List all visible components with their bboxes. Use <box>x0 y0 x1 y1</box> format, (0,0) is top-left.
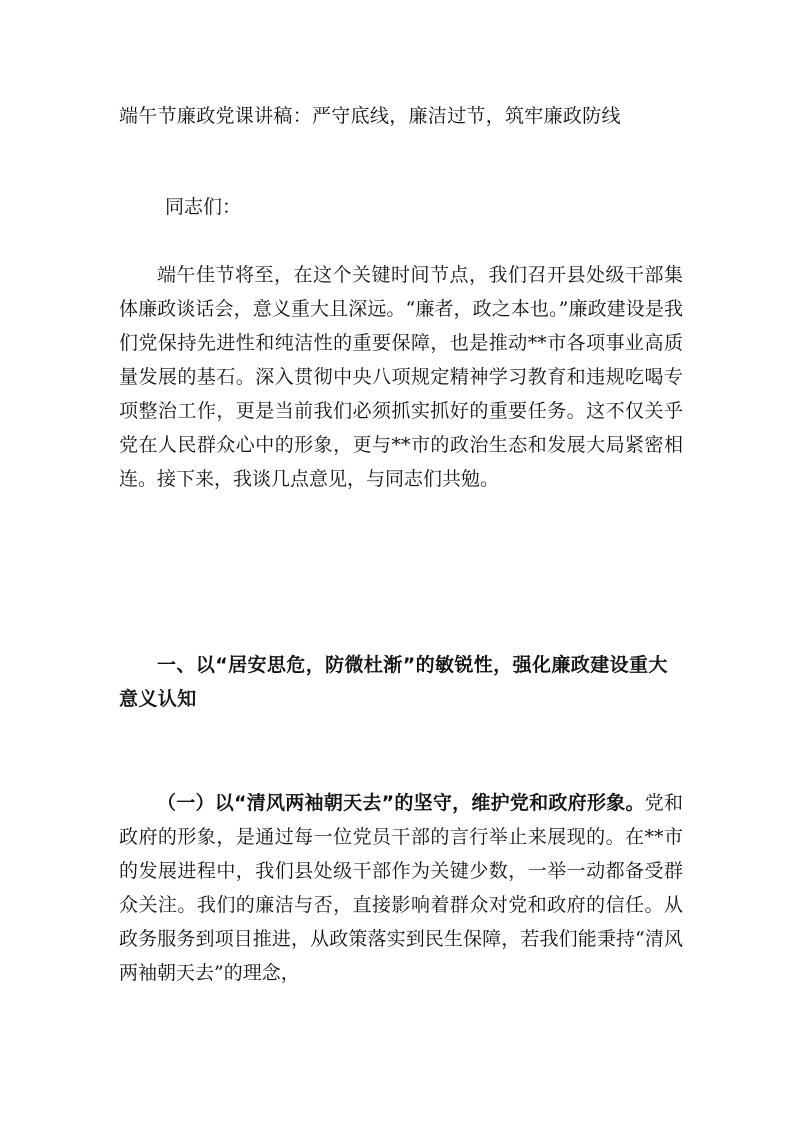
paragraph-section-1-1-body: 党和政府的形象，是通过每一位党员干部的言行举止来展现的。在**市的发展进程中，我们县处级干部作为关键少数，一举一动都备受群众关注。我们的廉洁与否，直接影响着群众对党和政府的信任。从政务服务到项目推进，从政策落实到民生保障，若我们能秉持“清风两袖朝天去”的理念， <box>119 792 683 984</box>
section-heading-1: 一、以“居安思危，防微杜渐”的敏锐性，强化廉政建设重大意义认知 <box>119 654 668 710</box>
paragraph-intro: 端午佳节将至，在这个关键时间节点，我们召开县处级干部集体廉政谈话会，意义重大且深远。“廉者，政之本也。”廉政建设是我们党保持先进性和纯洁性的重要保障，也是推动**市各项事业高质量发展的基石。深入贯彻中央八项规定精神学习教育和违规吃喝专项整治工作，更是当前我们必须抓实抓好的重要任务。这不仅关乎党在人民群众心中的形象，更与**市的政治生态和发展大局紧密相连。接下来，我谈几点意见，与同志们共勉。 <box>119 264 683 490</box>
salutation: 同志们： <box>165 196 242 218</box>
subheading-1-1: （一）以“清风两袖朝天去”的坚守，维护党和政府形象。 <box>157 792 645 814</box>
document-title: 端午节廉政党课讲稿：严守底线，廉洁过节，筑牢廉政防线 <box>119 105 621 127</box>
paragraph-section-1-1 <box>119 786 683 990</box>
